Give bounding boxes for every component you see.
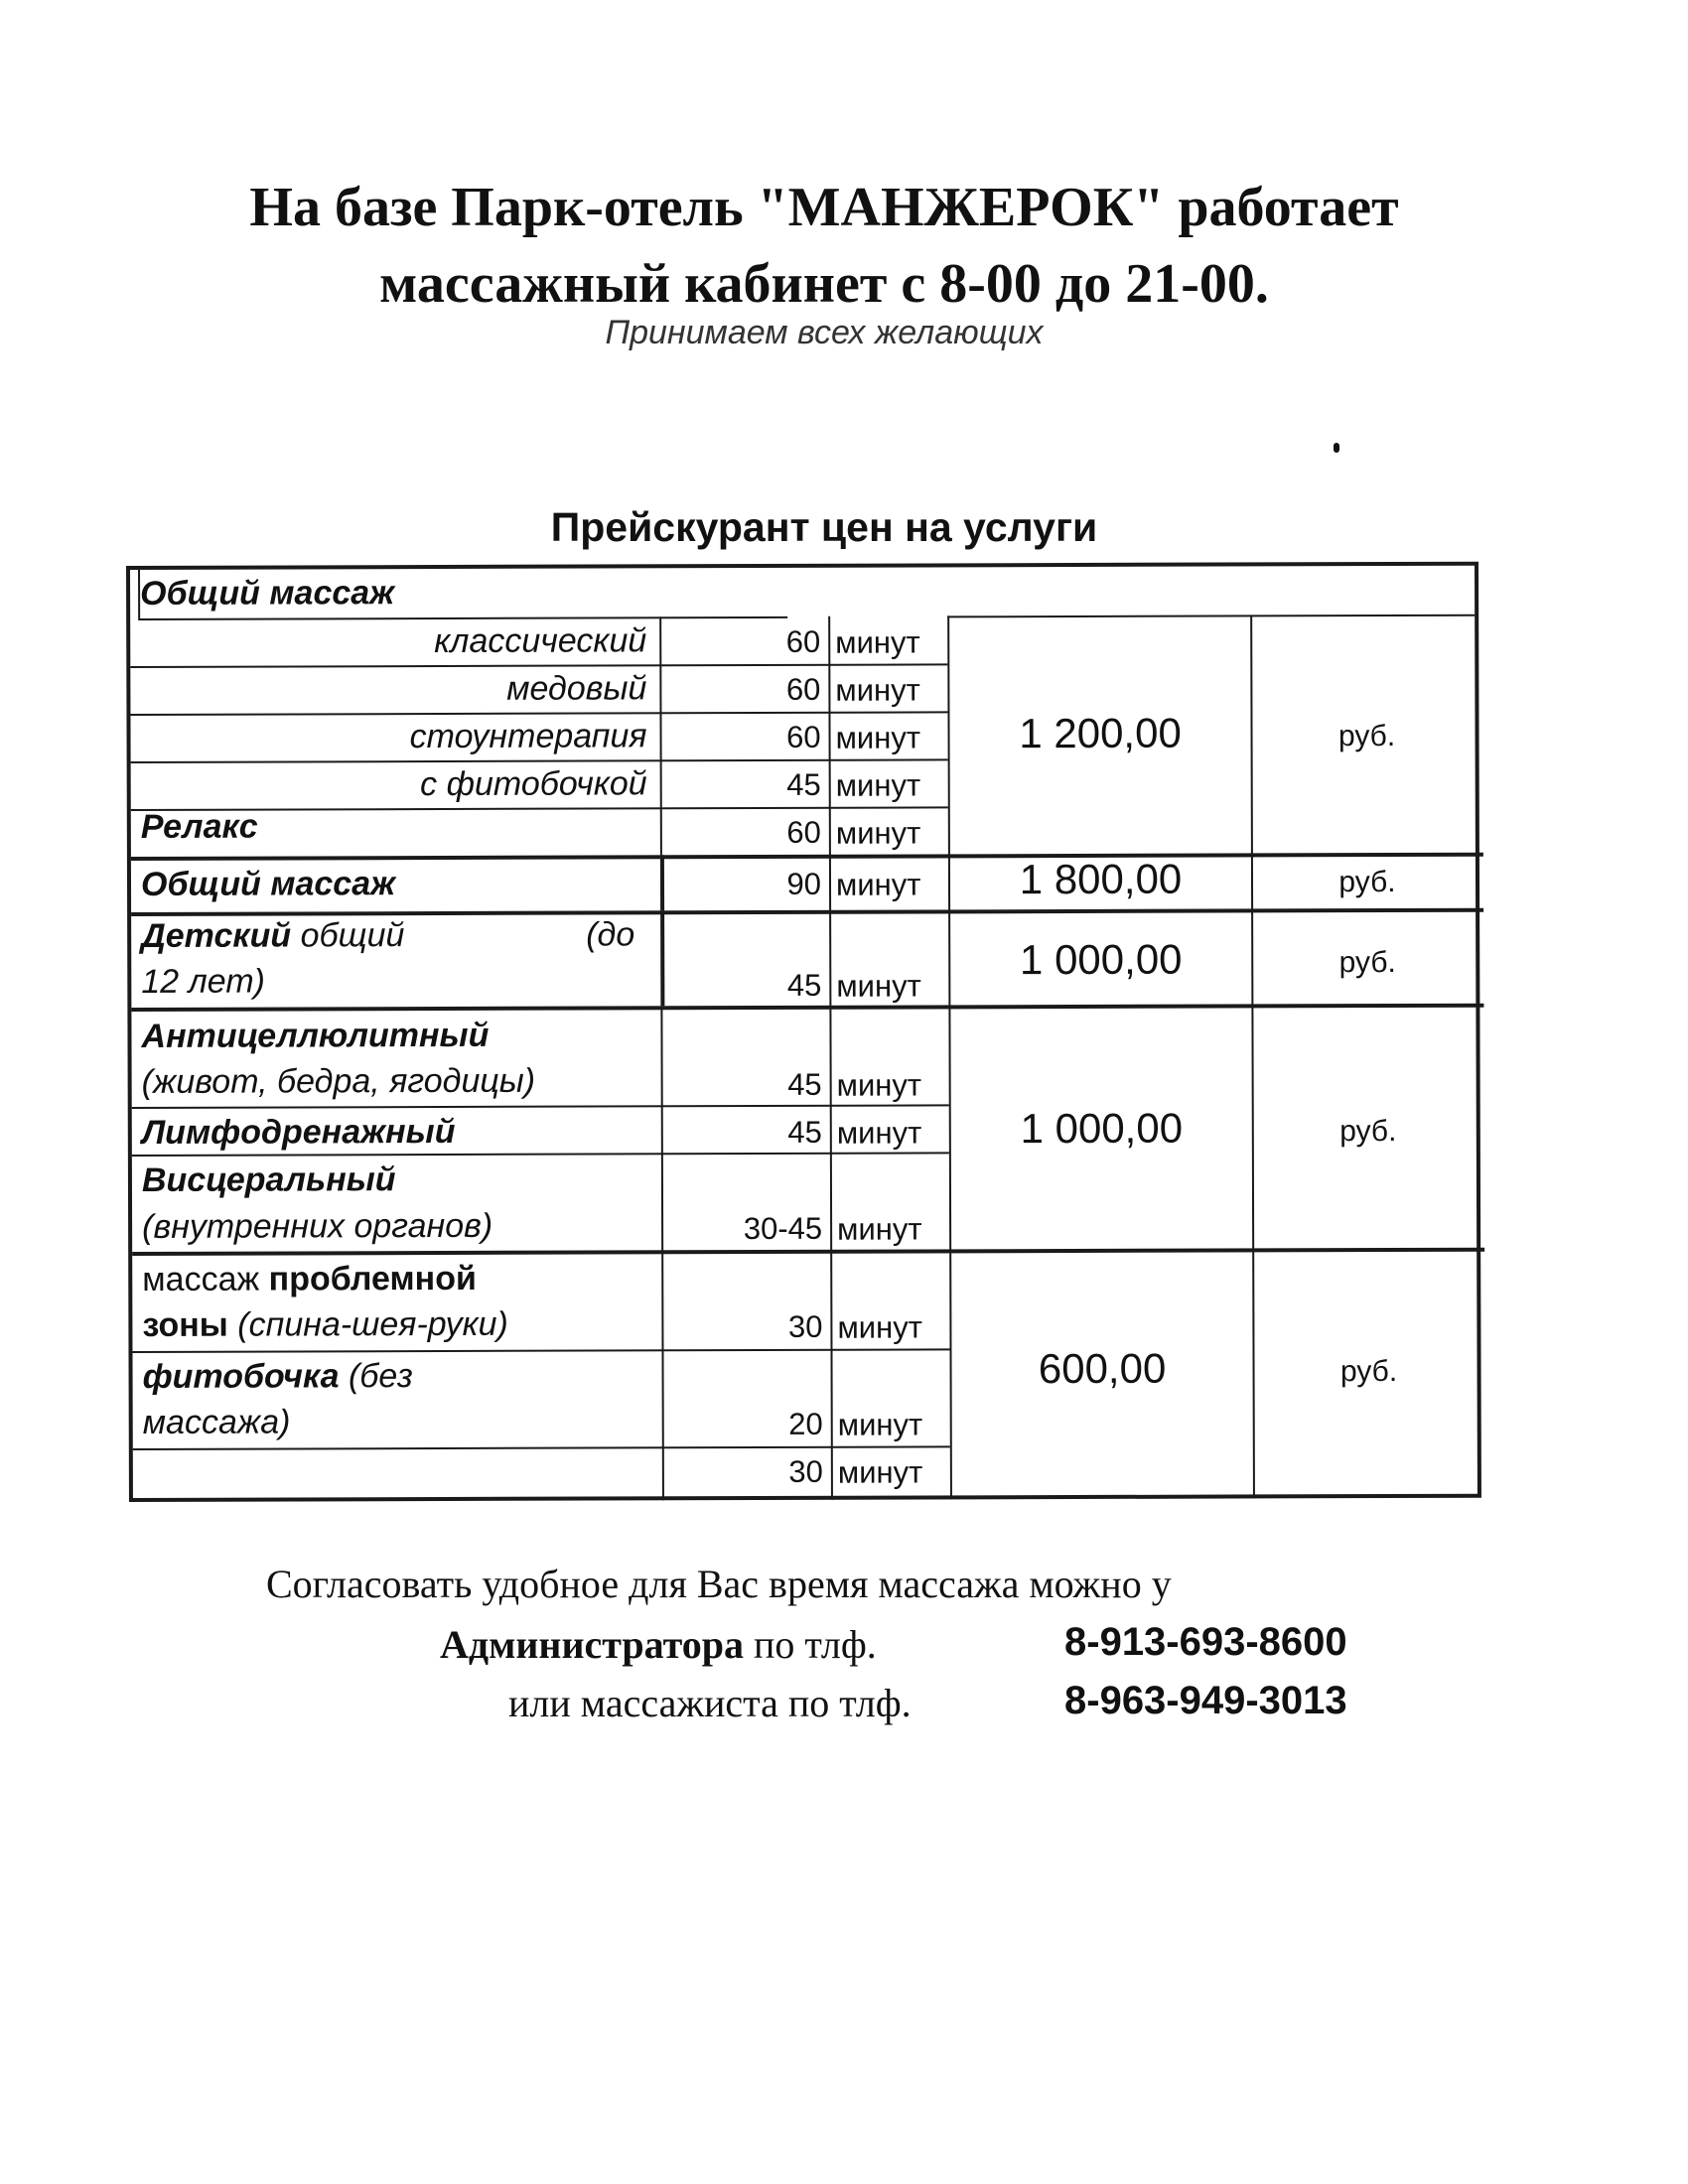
duration-unit: минут [835, 672, 920, 708]
duration-unit: минут [837, 1407, 923, 1442]
duration-unit: минут [836, 968, 921, 1004]
service-note: массажа) [142, 1403, 291, 1441]
duration-unit: минут [835, 867, 921, 902]
group-price: 1 800,00 [1019, 855, 1183, 903]
header-subtitle: Принимаем всех желающих [605, 314, 1044, 351]
currency: руб. [1339, 1114, 1397, 1149]
footer-contact-line: Согласовать удобное для Вас время массажа можно у [266, 1562, 1172, 1606]
rule [660, 807, 662, 855]
duration-unit: минут [836, 1115, 922, 1151]
service-note: (внутренних органов) [142, 1206, 493, 1246]
age-note: (до [586, 915, 635, 954]
admin-label: Администратора [440, 1622, 744, 1667]
service-name-bold: Детский [141, 916, 292, 955]
service-name: с фитобочкой [420, 764, 647, 804]
rule [133, 1445, 950, 1450]
service-name: медовый [506, 669, 647, 708]
duration-unit: минут [836, 1067, 922, 1103]
service-name [141, 912, 404, 959]
duration-unit: минут [835, 624, 920, 660]
service-name [142, 1353, 412, 1400]
price-list-title: Прейскурант цен на услуги [550, 504, 1098, 550]
service-duration: 60 [785, 671, 821, 707]
service-duration: 60 [785, 623, 821, 659]
service-note: (живот, бедра, ягодицы) [141, 1061, 536, 1101]
header-title-line-2: массажный кабинет с 8-00 до 21-00. [379, 253, 1269, 315]
service-name-part: фитобочка [142, 1357, 340, 1396]
currency: руб. [1338, 865, 1396, 899]
age-note: 12 лет) [141, 962, 266, 1001]
service-name: Висцеральный [141, 1160, 396, 1199]
footer-admin-line [440, 1621, 877, 1668]
service-duration: 30 [787, 1308, 823, 1344]
masseur-label: или массажиста по тлф. [508, 1681, 912, 1725]
service-name [142, 1256, 477, 1302]
service-name: Общий массаж [140, 865, 396, 903]
service-duration: 45 [787, 1114, 822, 1150]
service-duration: 90 [786, 866, 822, 901]
group-price: 600,00 [1038, 1344, 1167, 1393]
rule [659, 616, 662, 807]
service-duration: 60 [786, 814, 821, 850]
currency: руб. [1337, 719, 1396, 753]
service-name: Релакс [140, 807, 258, 846]
service-name-part: проблемной [268, 1259, 477, 1298]
service-name: Лимфодренажный [141, 1112, 456, 1152]
header-title-line-1: На базе Парк-отель "МАНЖЕРОК" работает [249, 177, 1399, 238]
rule [132, 1348, 949, 1353]
rule [828, 616, 833, 1500]
rule [660, 855, 664, 910]
service-note: (без [348, 1357, 413, 1396]
service-name: стоунтерапия [409, 717, 647, 756]
group-price: 1 200,00 [1019, 709, 1182, 757]
price-table [126, 562, 1481, 1502]
duration-unit: минут [835, 720, 921, 755]
duration-unit: минут [835, 815, 921, 851]
duration-unit: минут [835, 767, 921, 803]
service-duration: 45 [786, 766, 821, 802]
duration-unit: минут [837, 1454, 923, 1490]
service-duration: 45 [786, 967, 822, 1003]
service-name: Антицеллюлитный [141, 1016, 490, 1055]
service-name: классический [434, 621, 647, 661]
duration-unit: минут [837, 1211, 922, 1247]
service-duration: 45 [787, 1066, 822, 1102]
service-name-part: зоны [142, 1305, 228, 1344]
masseur-phone: 8-963-949-3013 [1064, 1679, 1347, 1722]
group-price: 1 000,00 [1020, 1104, 1184, 1153]
rule [947, 614, 1475, 618]
service-name-part: массаж [142, 1260, 260, 1298]
service-note: (спина-шея-руки) [237, 1304, 508, 1344]
service-duration: 30-45 [743, 1210, 823, 1247]
rule [660, 910, 664, 1006]
duration-unit: минут [837, 1309, 922, 1345]
group-price: 1 000,00 [1019, 935, 1183, 984]
service-name-rest: общий [300, 916, 405, 955]
admin-phone: 8-913-693-8600 [1064, 1620, 1347, 1664]
category-general-massage: Общий массаж [140, 574, 395, 613]
scan-speck [1334, 443, 1339, 453]
currency: руб. [1338, 945, 1396, 980]
currency: руб. [1339, 1354, 1398, 1389]
service-duration: 60 [786, 719, 821, 754]
service-duration: 20 [788, 1406, 823, 1441]
service-duration: 30 [788, 1453, 823, 1489]
admin-suffix: по тлф. [753, 1622, 877, 1667]
rule [132, 1104, 949, 1109]
service-name [142, 1301, 508, 1348]
